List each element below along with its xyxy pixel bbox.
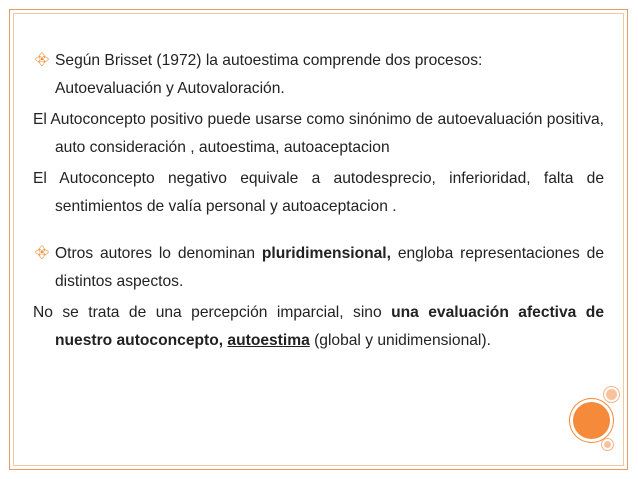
paragraph-autoconcepto-negativo-text: El Autoconcepto negativo equivale a autodesprecio, inferioridad, falta de sentimientos de valía personal y autoaceptacion .	[33, 170, 604, 215]
paragraph-autoconcepto-positivo-text: El Autoconcepto positivo puede usarse como sinónimo de autoevaluación positiva, auto consideración , autoestima, autoaceptacion	[33, 111, 604, 156]
decorative-circle-small	[602, 439, 613, 450]
paragraph-brisset-line1: Según Brisset (1972) la autoestima comprende dos procesos:	[55, 52, 483, 69]
paragraph-otros-autores-after: engloba representaciones de distintos aspectos.	[55, 245, 605, 290]
paragraph-autoconcepto-positivo	[33, 106, 604, 161]
diamond-bullet-icon: 💠︎	[33, 52, 51, 68]
diamond-bullet-icon: 💠︎	[33, 245, 51, 261]
decorative-circle-large	[570, 399, 613, 442]
paragraph-no-se-trata-bold: una evaluación afectiva de nuestro autoconcepto,	[55, 304, 604, 349]
paragraph-autoconcepto-negativo	[33, 165, 604, 220]
paragraph-brisset	[33, 47, 604, 102]
paragraph-otros-autores-text: Otros autores lo denominan	[55, 245, 262, 262]
paragraph-no-se-trata-after: (global y unidimensional).	[309, 331, 491, 349]
decorative-circle-medium	[604, 387, 619, 402]
paragraph-no-se-trata-autoestima: autoestima	[227, 331, 310, 349]
paragraph-brisset-line2: Autoevaluación y Autovaloración.	[55, 79, 285, 97]
slide-content	[33, 47, 604, 354]
paragraph-otros-autores	[33, 240, 604, 295]
paragraph-no-se-trata	[33, 299, 604, 354]
paragraph-no-se-trata-text: No se trata de una percepción imparcial, sino	[33, 304, 392, 321]
paragraph-otros-autores-bold: pluridimensional,	[261, 245, 391, 262]
